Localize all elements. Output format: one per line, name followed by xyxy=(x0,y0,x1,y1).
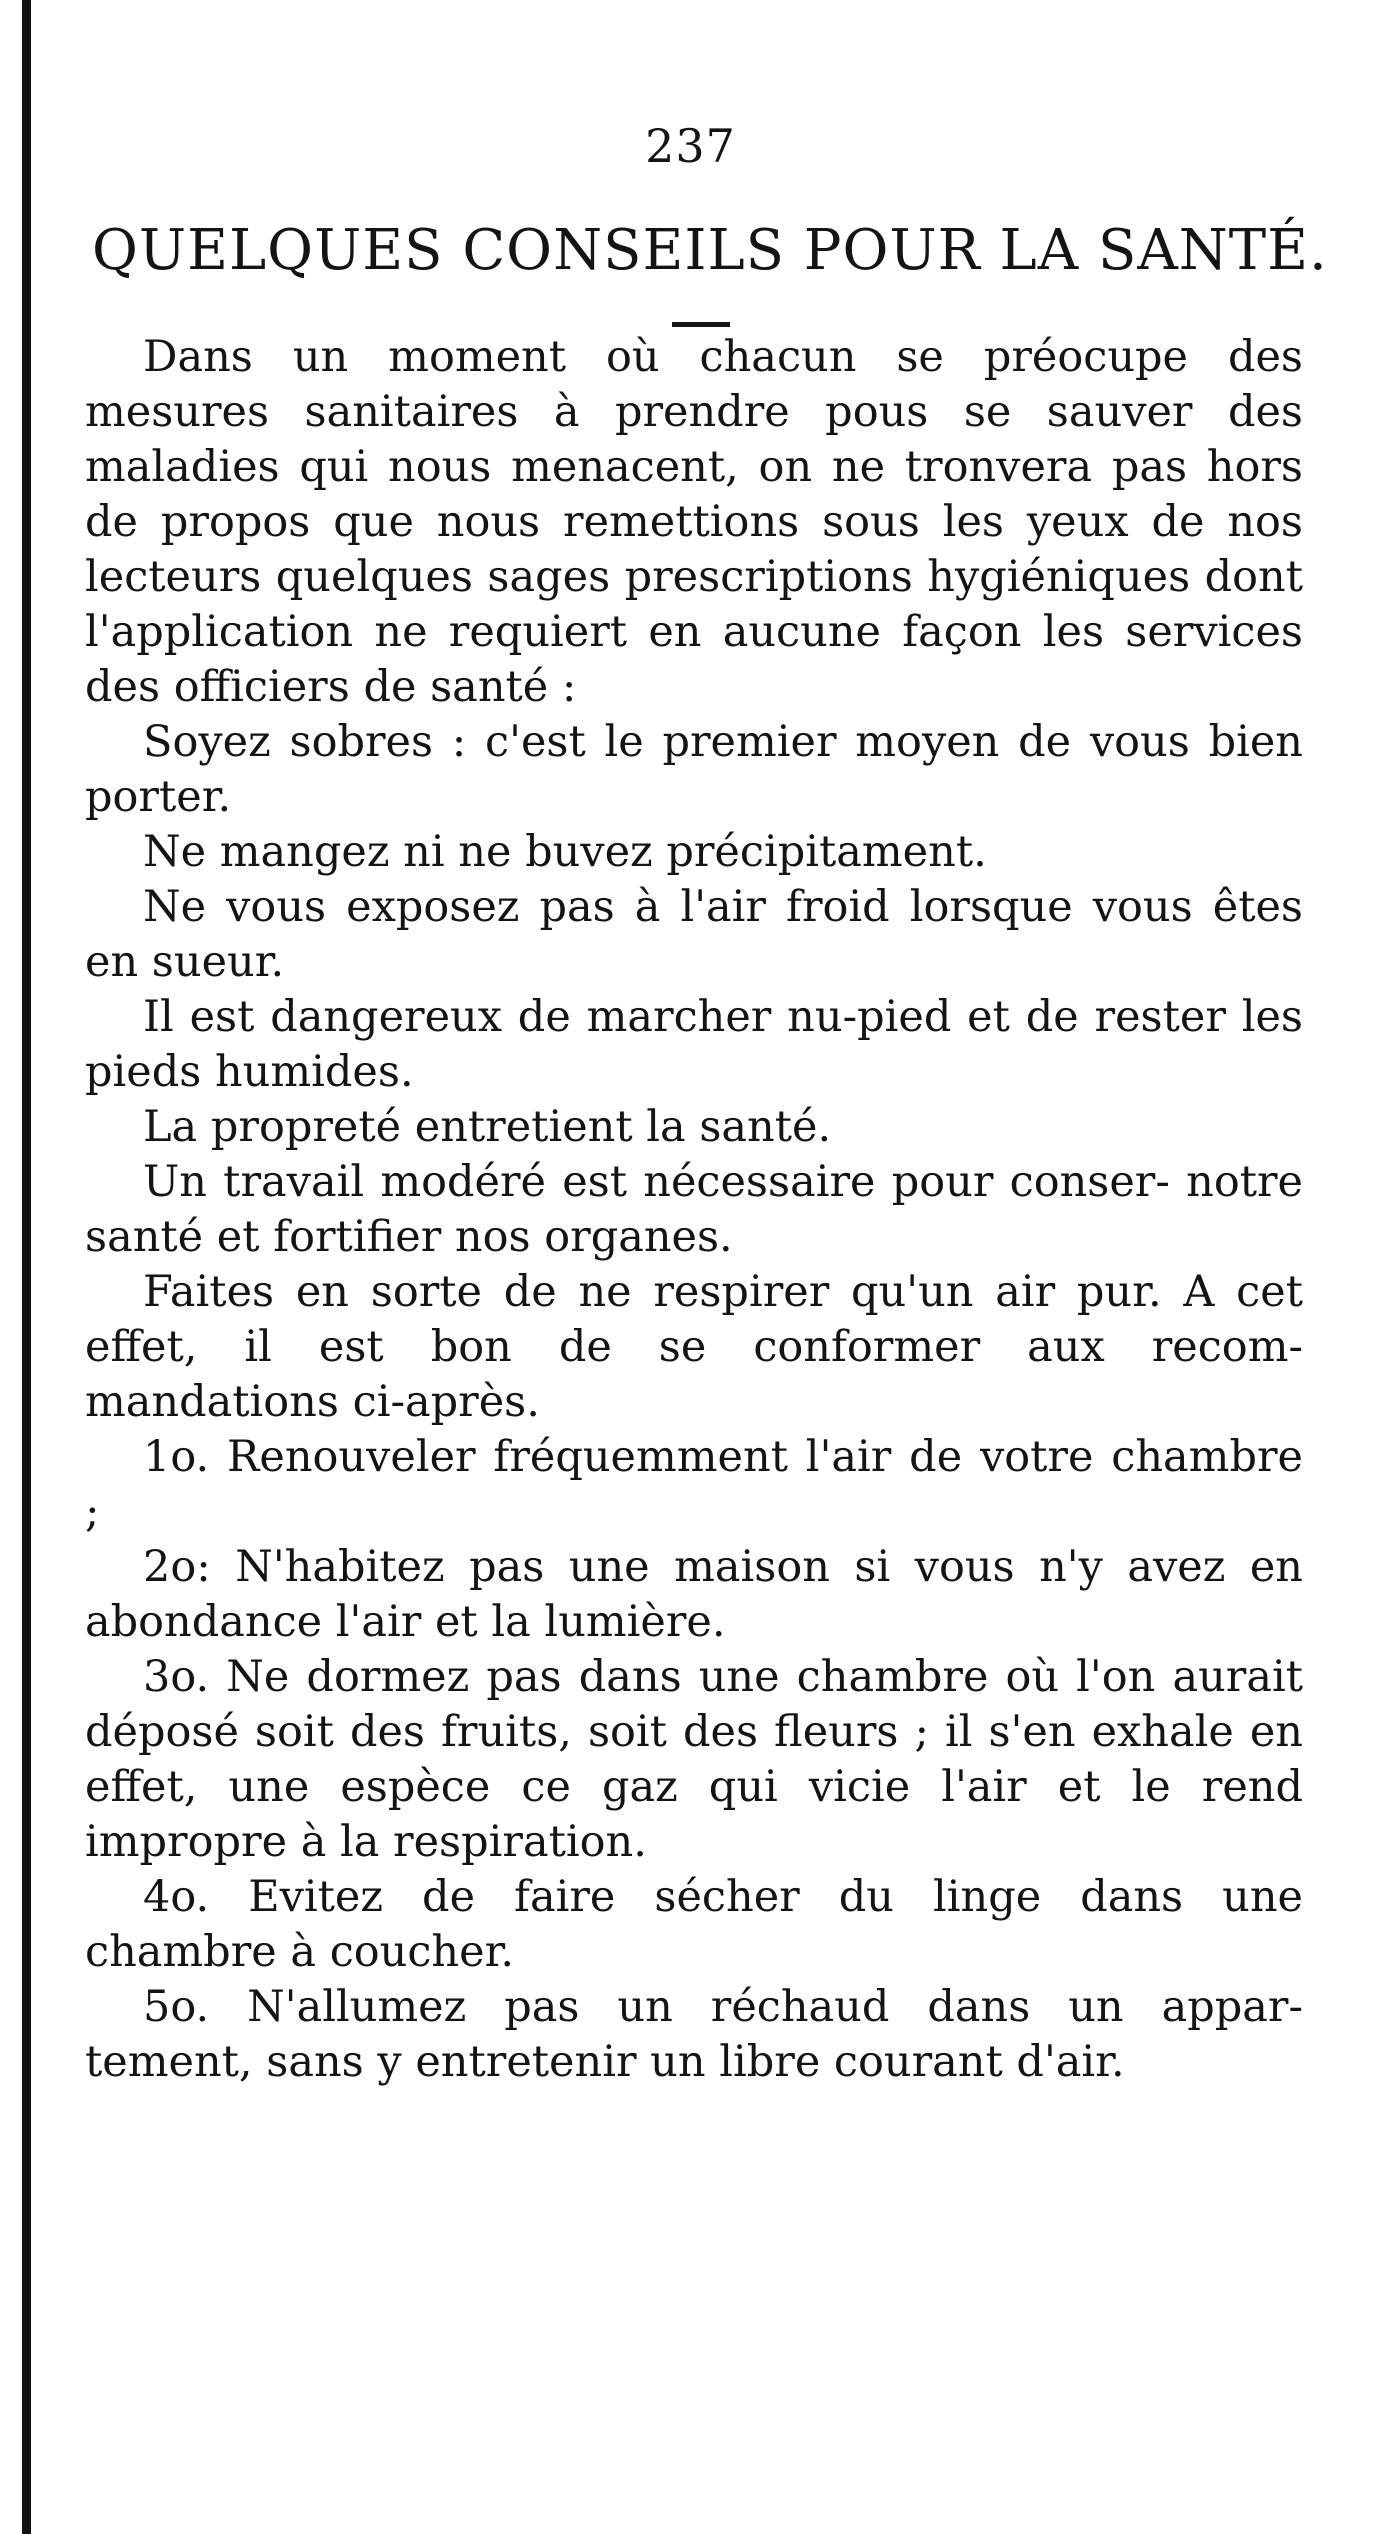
paragraph-intro: Dans un moment où chacun se préocupe des mesures sanitaires à prendre pous se sauver des maladies qui nous menacent, on ne tronvera pas hors de propos que nous remettions sous les yeux de nos lecteurs quelques sages prescriptions hygiéniques dont l'application ne requiert en aucune façon les services des officiers de santé : xyxy=(85,332,1303,712)
paragraph-rule-1: 1o. Renouveler fréquemment l'air de votre chambre ; xyxy=(85,1432,1303,1537)
paragraph-bare-feet: Il est dangereux de marcher nu-pied et de rester les pieds humides. xyxy=(85,992,1303,1097)
paragraph-eating: Ne mangez ni ne buvez précipitament. xyxy=(143,827,987,877)
paragraph-pure-air: Faites en sorte de ne respirer qu'un air pur. A cet effet, il est bon de se conformer aux recom- mandations ci-après. xyxy=(85,1267,1303,1427)
paragraph-work: Un travail modéré est nécessaire pour conser- notre santé et fortifier nos organes. xyxy=(85,1157,1303,1262)
paragraph-rule-2: 2o: N'habitez pas une maison si vous n'y avez en abondance l'air et la lumière. xyxy=(85,1542,1303,1647)
title-divider xyxy=(672,322,730,327)
paragraph-sobriety: Soyez sobres : c'est le premier moyen de vous bien porter. xyxy=(85,717,1303,822)
page-number: 237 xyxy=(645,119,736,173)
article-body xyxy=(85,330,1303,2090)
page-edge-rule xyxy=(22,0,31,2534)
paragraph-cleanliness: La propreté entretient la santé. xyxy=(143,1102,832,1152)
paragraph-rule-5: 5o. N'allumez pas un réchaud dans un appar- tement, sans y entretenir un libre courant d'air. xyxy=(85,1982,1303,2087)
paragraph-rule-3: 3o. Ne dormez pas dans une chambre où l'on aurait déposé soit des fruits, soit des fleurs ; il s'en exhale en effet, une espèce ce gaz qui vicie l'air et le rend impropre à la respiration. xyxy=(85,1652,1303,1867)
paragraph-cold-air: Ne vous exposez pas à l'air froid lorsque vous êtes en sueur. xyxy=(85,882,1303,987)
paragraph-rule-4: 4o. Evitez de faire sécher du linge dans une chambre à coucher. xyxy=(85,1872,1303,1977)
article-title: QUELQUES CONSEILS POUR LA SANTÉ. xyxy=(92,218,1328,283)
